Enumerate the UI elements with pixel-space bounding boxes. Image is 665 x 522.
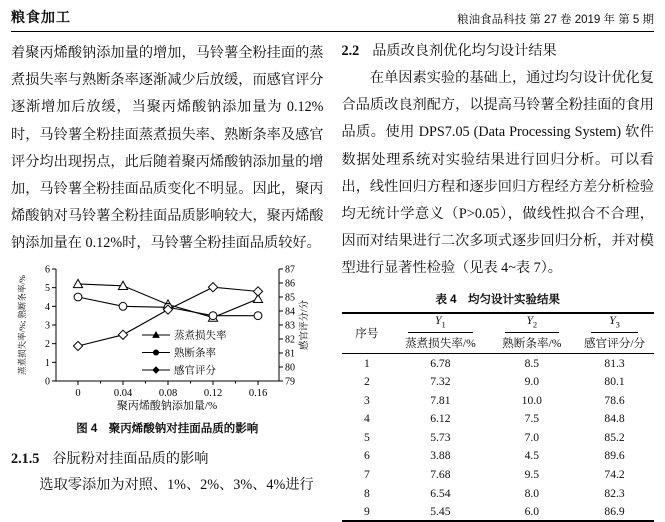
table-cell: 85.2 [604, 430, 625, 444]
svg-text:蒸煮损失率: 蒸煮损失率 [173, 330, 227, 342]
table-cell: 84.8 [604, 412, 625, 426]
chart-axes [17, 264, 310, 412]
table-caption: 表 4 均匀设计实验结果 [435, 293, 561, 306]
svg-text:80: 80 [284, 362, 295, 374]
table-cell: 4.5 [524, 449, 540, 463]
table-row [342, 465, 655, 484]
table-cell: 7.81 [430, 393, 451, 407]
left-column [11, 40, 324, 522]
svg-text:0.12: 0.12 [203, 387, 222, 399]
table-cell: 89.6 [604, 449, 625, 463]
header-section-title: 粮食加工 [11, 9, 71, 25]
table-cell: 6.12 [430, 412, 451, 426]
table-cell: 82.3 [604, 486, 625, 500]
table-cell: 3 [363, 393, 370, 407]
svg-text:5: 5 [44, 282, 50, 294]
svg-text:熟断条率: 熟断条率 [173, 347, 216, 359]
svg-text:0.04: 0.04 [113, 387, 132, 399]
chart-legend [142, 328, 227, 376]
table-cell: 8 [363, 486, 370, 500]
paragraph-gluten-intro: 选取零添加为对照、1%、2%、3%、4%进行 [39, 476, 314, 493]
table-cell: 86.9 [604, 504, 625, 518]
table-header-group-row [342, 313, 655, 334]
svg-text:感官评分: 感官评分 [173, 365, 216, 377]
table-row [342, 428, 655, 447]
col-subheader-broken-rate: 熟断条率/% [489, 334, 576, 354]
two-column-body [11, 40, 654, 522]
table-cell: 7.5 [524, 412, 540, 426]
table-cell: 9 [363, 504, 370, 518]
svg-text:81: 81 [284, 348, 295, 360]
table-cell: 2 [363, 375, 370, 389]
table-cell: 7 [363, 467, 370, 481]
table-cell: 5 [363, 430, 370, 444]
col-subheader-sensory-score: 感官评分/分 [575, 334, 654, 354]
table-cell: 7.0 [524, 430, 540, 444]
table-cell: 74.2 [604, 467, 625, 481]
svg-text:0: 0 [75, 387, 81, 399]
chart-series-diamond [73, 282, 262, 350]
table-cell: 81.3 [604, 356, 625, 370]
col-header-y2: $Y_2$ [489, 313, 576, 334]
table-cell: 80.1 [604, 375, 625, 389]
table-cell: 10.0 [521, 393, 542, 407]
svg-text:0.08: 0.08 [158, 387, 177, 399]
svg-text:6: 6 [44, 264, 50, 276]
table-cell: 5.73 [430, 430, 451, 444]
table-cell: 5.45 [430, 504, 451, 518]
svg-text:2: 2 [44, 338, 50, 350]
table-cell: 78.6 [604, 393, 625, 407]
table-cell: 6 [363, 449, 370, 463]
svg-text:聚丙烯酸钠添加量/%: 聚丙烯酸钠添加量/% [116, 399, 217, 412]
svg-text:0.16: 0.16 [248, 387, 267, 399]
section-number: 2.1.5 [11, 450, 40, 467]
page-header [11, 7, 654, 32]
table-cell: 6.0 [524, 504, 540, 518]
table-cell: 9.0 [524, 375, 540, 389]
section-heading-2-2 [342, 40, 655, 60]
figure-4 [11, 262, 324, 436]
figure-caption: 图 4 聚丙烯酸钠对挂面品质的影响 [76, 422, 259, 435]
paragraph-uniform-design: 在单因素实验的基础上，通过均匀设计优化复合品质改良剂配方，以提高马铃薯全粉挂面的食用品质。使用 DPS7.05 (Data Processing System) 软件数据处理系统对实验结果进行回归分析。可以看出，线性回归方程和逐步回归方程经方差分析检验均无统计学意义（P>0.05），做线性拟合不合理，因而对结果进行二次多项式逐步回归分析，并对模型进行显著性检验（见表 4~表 7）。 [341, 70, 654, 277]
table-cell: 7.32 [430, 375, 451, 389]
table-row [342, 372, 655, 391]
svg-text:蒸煮损失率/%; 熟断条率/%: 蒸煮损失率/%; 熟断条率/% [16, 274, 27, 375]
chart-series-triangle [73, 279, 262, 321]
table-cell: 6.54 [430, 486, 451, 500]
svg-text:85: 85 [284, 292, 295, 304]
table-cell: 3.88 [430, 449, 451, 463]
line-chart [16, 262, 319, 412]
col-header-y1: $Y_1$ [392, 313, 488, 334]
table-cell: 4 [363, 412, 370, 426]
table-row [342, 409, 655, 428]
svg-text:79: 79 [284, 376, 295, 388]
section-number: 2.2 [341, 43, 360, 59]
right-column [342, 40, 655, 522]
svg-text:3: 3 [44, 320, 50, 332]
header-journal-info: 粮油食品科技 第 27 卷 2019 年 第 5 期 [457, 14, 654, 26]
section-heading-2-1-5 [11, 448, 324, 468]
table-cell: 7.68 [430, 467, 451, 481]
table-cell: 1 [363, 356, 370, 370]
table-row [342, 354, 655, 373]
table-cell: 8.0 [524, 486, 540, 500]
table-row [342, 447, 655, 466]
uniform-design-results-table [342, 312, 655, 522]
section-title: 品质改良剂优化均匀设计结果 [372, 43, 557, 59]
section-title: 谷朊粉对挂面品质的影响 [52, 450, 209, 467]
table-row [342, 391, 655, 410]
svg-text:87: 87 [284, 264, 295, 276]
col-subheader-cooking-loss: 蒸煮损失率/% [392, 334, 488, 354]
table-cell: 9.5 [524, 467, 540, 481]
svg-text:83: 83 [284, 320, 295, 332]
svg-text:86: 86 [284, 278, 295, 290]
svg-text:感官评分/分: 感官评分/分 [299, 299, 310, 350]
table-cell: 6.78 [430, 356, 451, 370]
svg-text:84: 84 [284, 306, 295, 318]
svg-text:1: 1 [44, 357, 50, 369]
svg-text:0: 0 [44, 376, 50, 388]
svg-text:4: 4 [44, 301, 50, 313]
paragraph-polyacrylate-discussion: 着聚丙烯酸钠添加量的增加，马铃薯全粉挂面的蒸煮损失率与熟断条率逐渐减少后放缓，而感官评分逐渐增加后放缓，当聚丙烯酸钠添加量为 0.12%时，马铃薯全粉挂面蒸煮损失率、熟断条率及感官评分均出现拐点，此后随着聚丙烯酸钠添加量的增加，马铃薯全粉挂面品质变化不明显。因此，聚丙烯酸钠对马铃薯全粉挂面品质影响较大，聚丙烯酸钠添加量在 0.12%时，马铃薯全粉挂面品质较好。 [11, 45, 324, 252]
svg-text:82: 82 [284, 334, 295, 346]
col-header-y3: $Y_3$ [575, 313, 654, 334]
table-cell: 8.5 [524, 356, 540, 370]
table-row [342, 484, 655, 503]
col-header-index: 序号 [342, 313, 393, 354]
